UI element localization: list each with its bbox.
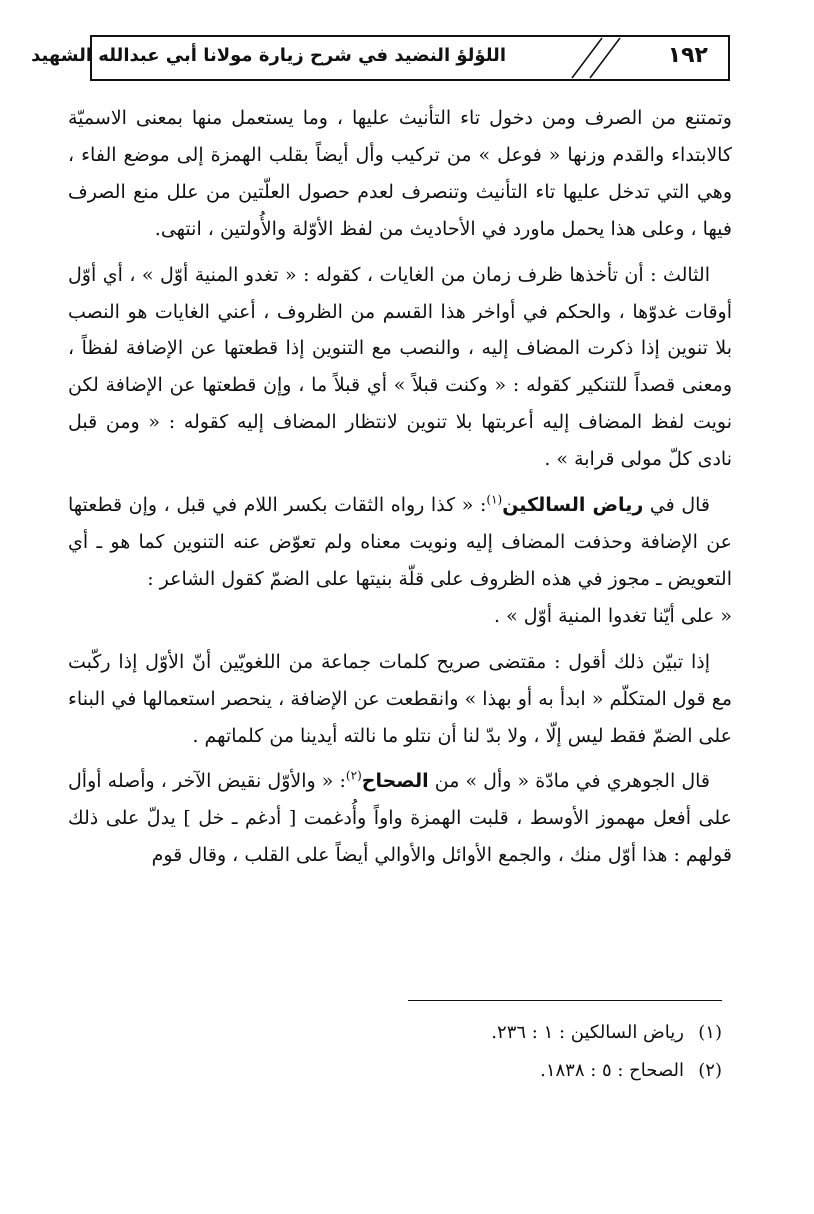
paragraph-4: إذا تبيّن ذلك أقول : مقتضى صريح كلمات جماعة من اللغويّين أنّ الأوّل إذا ركّبت مع قول المتكلّم « ابدأ به أو بهذا » وانقطعت عن الإضافة ، ينحصر استعمالها في البناء على الضمّ فقط ليس إلّا ، ولا بدّ لنا أن نتلو ما نالته أيدينا من كلماتهم . (68, 650, 732, 747)
source-title-riyadh: رياض السالكين (502, 494, 644, 517)
book-title: اللؤلؤ النضيد في شرح زيارة مولانا أبي عبدالله الشهيد (31, 45, 506, 66)
header-separator-lines (562, 37, 632, 79)
footnote-1 (491, 1014, 722, 1052)
verse-line: « على أيّنا تغدوا المنية أوّل » . (494, 604, 732, 627)
footnote-ref-1[interactable]: (١) (486, 492, 503, 507)
footnote-ref-2[interactable]: (٢) (345, 769, 362, 784)
footnote-1-text: رياض السالكين : ١ : ٢٣٦. (491, 1022, 684, 1043)
footnote-divider (408, 1000, 722, 1001)
running-header (31, 35, 730, 81)
footnote-1-number: (١) (698, 1022, 722, 1043)
paragraph-2: الثالث : أن تأخذها ظرف زمان من الغايات ، كقوله : « تغدو المنية أوّل » ، أي أوّل أوقات غدوّها ، والحكم في أواخر هذا القسم من الظروف ، أعني الغايات هو النصب بلا تنوين إذا ذكرت المضاف إليه ، والنصب مع التنوين إذا قطعتها عن الإضافة لفظاً ، ومعنى قصداً للتنكير كقوله : « وكنت قبلاً » أي قبلاً ما ، وإن قطعتها عن الإضافة لكن نويت لفظ المضاف إليه أعربتها بلا تنوين لانتظار المضاف إليه كقوله : « ومن قبل نادى كلّ مولى قرابة » . (68, 263, 732, 471)
paragraph-3 (68, 487, 732, 598)
paragraph-5-quote: : « والأوّل نقيض الآخر ، وأصله أوأل على أفعل مهموز الأوسط ، قلبت الهمزة واواً وأُدغمت [ أدغم ـ خل ] يدلّ على ذلك قولهم : هذا أوّل منك ، والجمع الأوائل والأوالي أيضاً على القلب ، وقال قوم (68, 770, 732, 867)
source-title-sihah: الصحاح (361, 770, 429, 793)
footnote-2-number: (٢) (698, 1060, 722, 1081)
paragraph-5 (68, 763, 732, 874)
page-number: ١٩٢ (667, 43, 708, 68)
paragraph-3-lead: قال في (643, 494, 710, 517)
footnotes (491, 1014, 722, 1090)
footnote-2 (491, 1052, 722, 1090)
paragraph-5-lead: قال الجوهري في مادّة « وأل » من (428, 770, 711, 793)
paragraph-1: وتمتنع من الصرف ومن دخول تاء التأنيث عليها ، وما يستعمل منها بمعنى الاسميّة كالابتداء والقدم وزنها « فوعل » من تركيب وأل أيضاً بقلب الهمزة إلى موضع الفاء ، وهي التي تدخل عليها تاء التأنيث وتنصرف لعدم حصول العلّتين من علل منع الصرف فيها ، وعلى هذا يحمل ماورد في الأحاديث من لفظ الأوّلة والأُولتين ، انتهى. (68, 107, 732, 240)
footnote-2-text: الصحاح : ٥ : ١٨٣٨. (540, 1060, 684, 1081)
main-text (68, 100, 732, 874)
paragraph-3-quote: : « كذا رواه الثقات بكسر اللام في قبل ، وإن قطعتها عن الإضافة وحذفت المضاف إليه ونويت معناه ولم تعوّض عنه التنوين كما هو ـ أي التعويض ـ مجوز في هذه الظروف على قلّة بنيتها على الضمّ كقول الشاعر : (68, 494, 732, 590)
